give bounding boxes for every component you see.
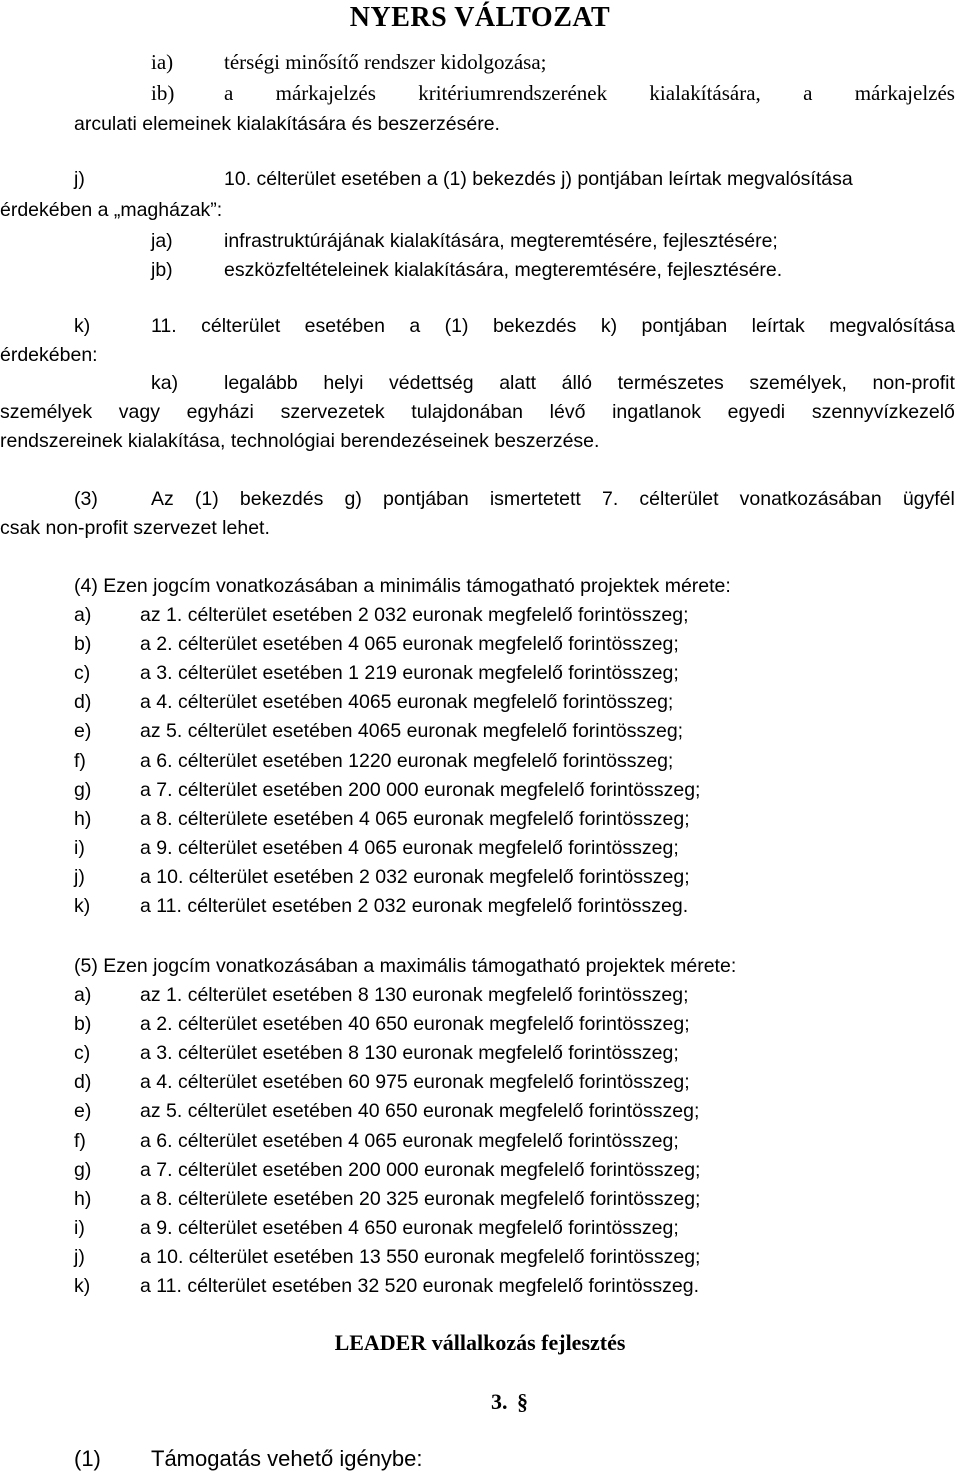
item-label: k)	[74, 315, 91, 337]
word: kritériumrendszerének	[418, 81, 608, 105]
list-item-label: f)	[74, 1129, 86, 1152]
word: non-profit	[872, 372, 955, 394]
word: megvalósítása	[829, 315, 955, 337]
word: k)	[600, 315, 618, 337]
word: (1)	[444, 315, 469, 337]
item-label: jb)	[151, 259, 173, 281]
item-ib-continuation: arculati elemeinek kialakítására és beszerzésére.	[74, 113, 500, 135]
list-item-label: j)	[74, 865, 85, 888]
word: pontjában	[641, 315, 728, 337]
list-item-text: a 9. célterület esetében 4 065 euronak megfelelő forintösszeg;	[140, 836, 679, 859]
word: a	[803, 81, 813, 105]
paragraph-3-continuation: csak non-profit szervezet lehet.	[0, 517, 270, 539]
list-item-text: a 8. célterülete esetében 4 065 euronak megfelelő forintösszeg;	[140, 807, 690, 830]
paragraph-4-heading: (4) Ezen jogcím vonatkozásában a minimális támogatható projektek mérete:	[74, 575, 731, 597]
list-item-text: a 11. célterület esetében 2 032 euronak megfelelő forintösszeg.	[140, 895, 689, 917]
word: leírtak	[751, 315, 805, 337]
list-item-label: j)	[74, 1245, 85, 1268]
section-number-value: 3.	[491, 1389, 508, 1414]
word: esetében	[304, 315, 385, 337]
list-item-label: h)	[74, 807, 92, 830]
list-item-text: a 9. célterület esetében 4 650 euronak megfelelő forintösszeg;	[140, 1216, 679, 1239]
section-number	[491, 1390, 528, 1414]
word: 11.	[151, 315, 177, 337]
section-sign: §	[517, 1389, 528, 1414]
list-item-label: e)	[74, 720, 92, 743]
word: szervezetek	[280, 401, 385, 423]
item-label: ka)	[151, 372, 179, 394]
word: kialakítására,	[649, 81, 761, 105]
list-item-label: k)	[74, 895, 91, 917]
page-title: NYERS VÁLTOZAT	[349, 2, 611, 33]
list-item-text: az 1. célterület esetében 2 032 euronak megfelelő forintösszeg;	[140, 604, 689, 626]
word: egyedi	[727, 401, 786, 423]
item-ka-text-line1	[224, 371, 955, 395]
word: személyek,	[749, 372, 847, 394]
word: védettség	[389, 372, 474, 394]
list-item-label: g)	[74, 1158, 92, 1181]
word: célterület	[201, 315, 281, 337]
list-item-label: f)	[74, 749, 86, 772]
section-heading: LEADER vállalkozás fejlesztés	[334, 1330, 626, 1355]
item-label: ib)	[151, 81, 175, 105]
list-item-text: a 8. célterülete esetében 20 325 euronak megfelelő forintösszeg;	[140, 1187, 701, 1210]
item-text: infrastruktúrájának kialakítására, megteremtésére, fejlesztésére;	[224, 230, 778, 252]
paragraph-text: Támogatás vehető igénybe:	[151, 1446, 423, 1471]
list-item-text: a 11. célterület esetében 32 520 euronak megfelelő forintösszeg.	[140, 1275, 700, 1297]
word: lévő	[549, 401, 586, 423]
word: vonatkozásában	[739, 488, 882, 510]
word: természetes	[617, 372, 724, 394]
list-item-label: c)	[74, 662, 91, 685]
list-item-text: a 6. célterület esetében 4 065 euronak megfelelő forintösszeg;	[140, 1129, 679, 1152]
list-item-label: a)	[74, 604, 92, 626]
list-item-label: e)	[74, 1100, 92, 1123]
list-item-label: i)	[74, 1216, 85, 1239]
word: célterület	[639, 488, 719, 510]
list-item-text: az 1. célterület esetében 8 130 euronak megfelelő forintösszeg;	[140, 984, 689, 1006]
list-item-text: a 3. célterület esetében 1 219 euronak megfelelő forintösszeg;	[140, 662, 679, 685]
word: Az	[151, 488, 174, 510]
word: legalább	[224, 372, 298, 394]
word: szennyvízkezelő	[811, 401, 955, 423]
list-item-label: k)	[74, 1275, 91, 1297]
item-text: térségi minősítő rendszer kidolgozása;	[224, 50, 547, 74]
list-item-label: h)	[74, 1187, 92, 1210]
list-item-text: az 5. célterület esetében 4065 euronak megfelelő forintösszeg;	[140, 720, 684, 743]
list-item-label: b)	[74, 1013, 92, 1036]
list-item-text: a 2. célterület esetében 40 650 euronak megfelelő forintösszeg;	[140, 1013, 690, 1036]
word: helyi	[323, 372, 364, 394]
item-ka-text-line3: rendszereinek kialakítása, technológiai berendezéseinek beszerzése.	[0, 430, 600, 452]
word: álló	[561, 372, 592, 394]
list-item-text: a 3. célterület esetében 8 130 euronak megfelelő forintösszeg;	[140, 1042, 679, 1065]
item-label: j)	[74, 168, 85, 190]
item-text: 10. célterület esetében a (1) bekezdés j) pontjában leírtak megvalósítása	[224, 168, 853, 190]
list-item-label: d)	[74, 1071, 92, 1094]
list-item-label: i)	[74, 836, 85, 859]
word: ismertetett	[489, 488, 581, 510]
word: márkajelzés	[854, 81, 955, 105]
list-item-text: az 5. célterület esetében 40 650 euronak megfelelő forintösszeg;	[140, 1100, 700, 1123]
word: márkajelzés	[275, 81, 376, 105]
item-text: eszközfeltételeinek kialakítására, megteremtésére, fejlesztésére.	[224, 259, 783, 281]
word: pontjában	[383, 488, 469, 510]
word: ügyfél	[902, 488, 955, 510]
word: tulajdonában	[411, 401, 523, 423]
word: 7.	[601, 488, 619, 510]
item-k-text	[151, 314, 955, 338]
paragraph-3-text	[151, 487, 955, 511]
item-ka-text-line2	[0, 400, 955, 424]
paragraph-5-heading: (5) Ezen jogcím vonatkozásában a maximális támogatható projektek mérete:	[74, 955, 737, 977]
word: g)	[344, 488, 362, 510]
word: bekezdés	[239, 488, 324, 510]
list-item-label: d)	[74, 691, 92, 714]
list-item-text: a 7. célterület esetében 200 000 euronak megfelelő forintösszeg;	[140, 778, 701, 801]
word: egyházi	[186, 401, 254, 423]
list-item-label: g)	[74, 778, 92, 801]
word: személyek	[0, 401, 93, 423]
list-item-label: c)	[74, 1042, 91, 1065]
list-item-text: a 4. célterület esetében 60 975 euronak megfelelő forintösszeg;	[140, 1071, 690, 1094]
list-item-text: a 4. célterület esetében 4065 euronak megfelelő forintösszeg;	[140, 691, 674, 714]
list-item-label: a)	[74, 984, 92, 1006]
item-label: ja)	[151, 230, 173, 252]
word: alatt	[499, 372, 537, 394]
item-k-continuation: érdekében:	[0, 344, 98, 366]
item-ib-text	[224, 81, 955, 105]
list-item-text: a 7. célterület esetében 200 000 euronak megfelelő forintösszeg;	[140, 1158, 701, 1181]
item-j-continuation: érdekében a „magházak”:	[0, 199, 223, 221]
list-item-text: a 2. célterület esetében 4 065 euronak megfelelő forintösszeg;	[140, 633, 679, 656]
word: (1)	[194, 488, 219, 510]
list-item-text: a 10. célterület esetében 2 032 euronak megfelelő forintösszeg;	[140, 865, 690, 888]
paragraph-label: (3)	[74, 488, 98, 510]
item-label: ia)	[151, 50, 174, 74]
paragraph-label: (1)	[74, 1446, 101, 1471]
list-item-label: b)	[74, 633, 92, 656]
word: bekezdés	[492, 315, 577, 337]
word: a	[409, 315, 421, 337]
word: ingatlanok	[612, 401, 701, 423]
list-item-text: a 10. célterület esetében 13 550 euronak megfelelő forintösszeg;	[140, 1245, 701, 1268]
word: vagy	[118, 401, 160, 423]
word: a	[224, 81, 234, 105]
list-item-text: a 6. célterület esetében 1220 euronak megfelelő forintösszeg;	[140, 749, 674, 772]
